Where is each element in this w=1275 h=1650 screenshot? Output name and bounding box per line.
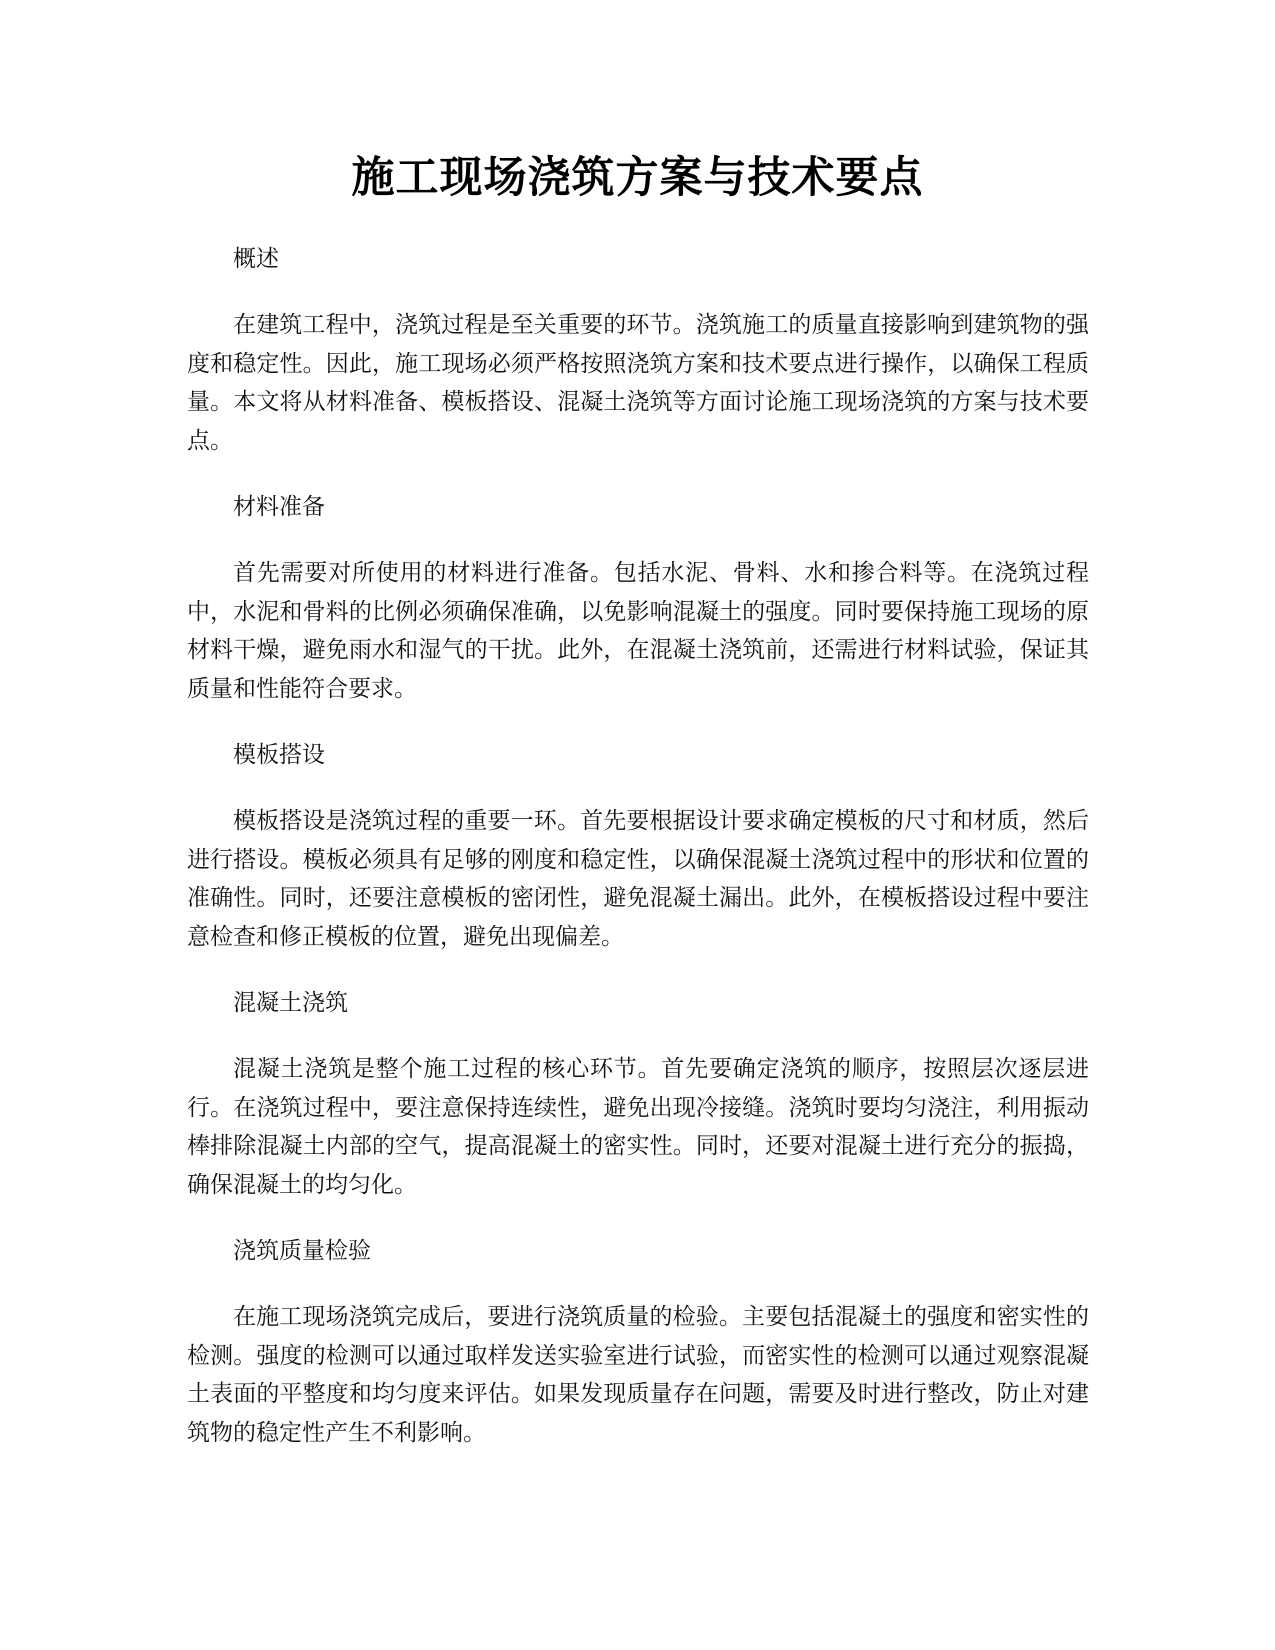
document-title: 施工现场浇筑方案与技术要点 bbox=[351, 153, 924, 203]
section-heading: 模板搭设 bbox=[233, 742, 325, 768]
section-concrete-pouring bbox=[187, 982, 1089, 1204]
section-paragraph: 在建筑工程中，浇筑过程是至关重要的环节。浇筑施工的质量直接影响到建筑物的强度和稳定性。因此，施工现场必须严格按照浇筑方案和技术要点进行操作，以确保工程质量。本文将从材料准备、模板搭设、混凝土浇筑等方面讨论施工现场浇筑的方案与技术要点。 bbox=[187, 312, 1089, 454]
document-body bbox=[187, 238, 1089, 1478]
section-heading: 混凝土浇筑 bbox=[233, 990, 348, 1016]
section-paragraph: 首先需要对所使用的材料进行准备。包括水泥、骨料、水和掺合料等。在浇筑过程中，水泥和骨料的比例必须确保准确，以免影响混凝土的强度。同时要保持施工现场的原材料干燥，避免雨水和湿气的干扰。此外，在混凝土浇筑前，还需进行材料试验，保证其质量和性能符合要求。 bbox=[187, 560, 1089, 702]
section-quality-inspection bbox=[187, 1230, 1089, 1452]
section-heading: 材料准备 bbox=[233, 494, 325, 520]
section-material-preparation bbox=[187, 486, 1089, 708]
section-heading: 概述 bbox=[233, 246, 279, 272]
section-paragraph: 模板搭设是浇筑过程的重要一环。首先要根据设计要求确定模板的尺寸和材质，然后进行搭设。模板必须具有足够的刚度和稳定性，以确保混凝土浇筑过程中的形状和位置的准确性。同时，还要注意模板的密闭性，避免混凝土漏出。此外，在模板搭设过程中要注意检查和修正模板的位置，避免出现偏差。 bbox=[187, 808, 1089, 950]
section-paragraph: 在施工现场浇筑完成后，要进行浇筑质量的检验。主要包括混凝土的强度和密实性的检测。强度的检测可以通过取样发送实验室进行试验，而密实性的检测可以通过观察混凝土表面的平整度和均匀度来评估。如果发现质量存在问题，需要及时进行整改，防止对建筑物的稳定性产生不利影响。 bbox=[187, 1304, 1089, 1446]
section-overview bbox=[187, 238, 1089, 460]
section-paragraph: 混凝土浇筑是整个施工过程的核心环节。首先要确定浇筑的顺序，按照层次逐层进行。在浇筑过程中，要注意保持连续性，避免出现冷接缝。浇筑时要均匀浇注，利用振动棒排除混凝土内部的空气，提高混凝土的密实性。同时，还要对混凝土进行充分的振捣，确保混凝土的均匀化。 bbox=[187, 1056, 1089, 1198]
section-formwork bbox=[187, 734, 1089, 956]
section-heading: 浇筑质量检验 bbox=[233, 1238, 371, 1264]
